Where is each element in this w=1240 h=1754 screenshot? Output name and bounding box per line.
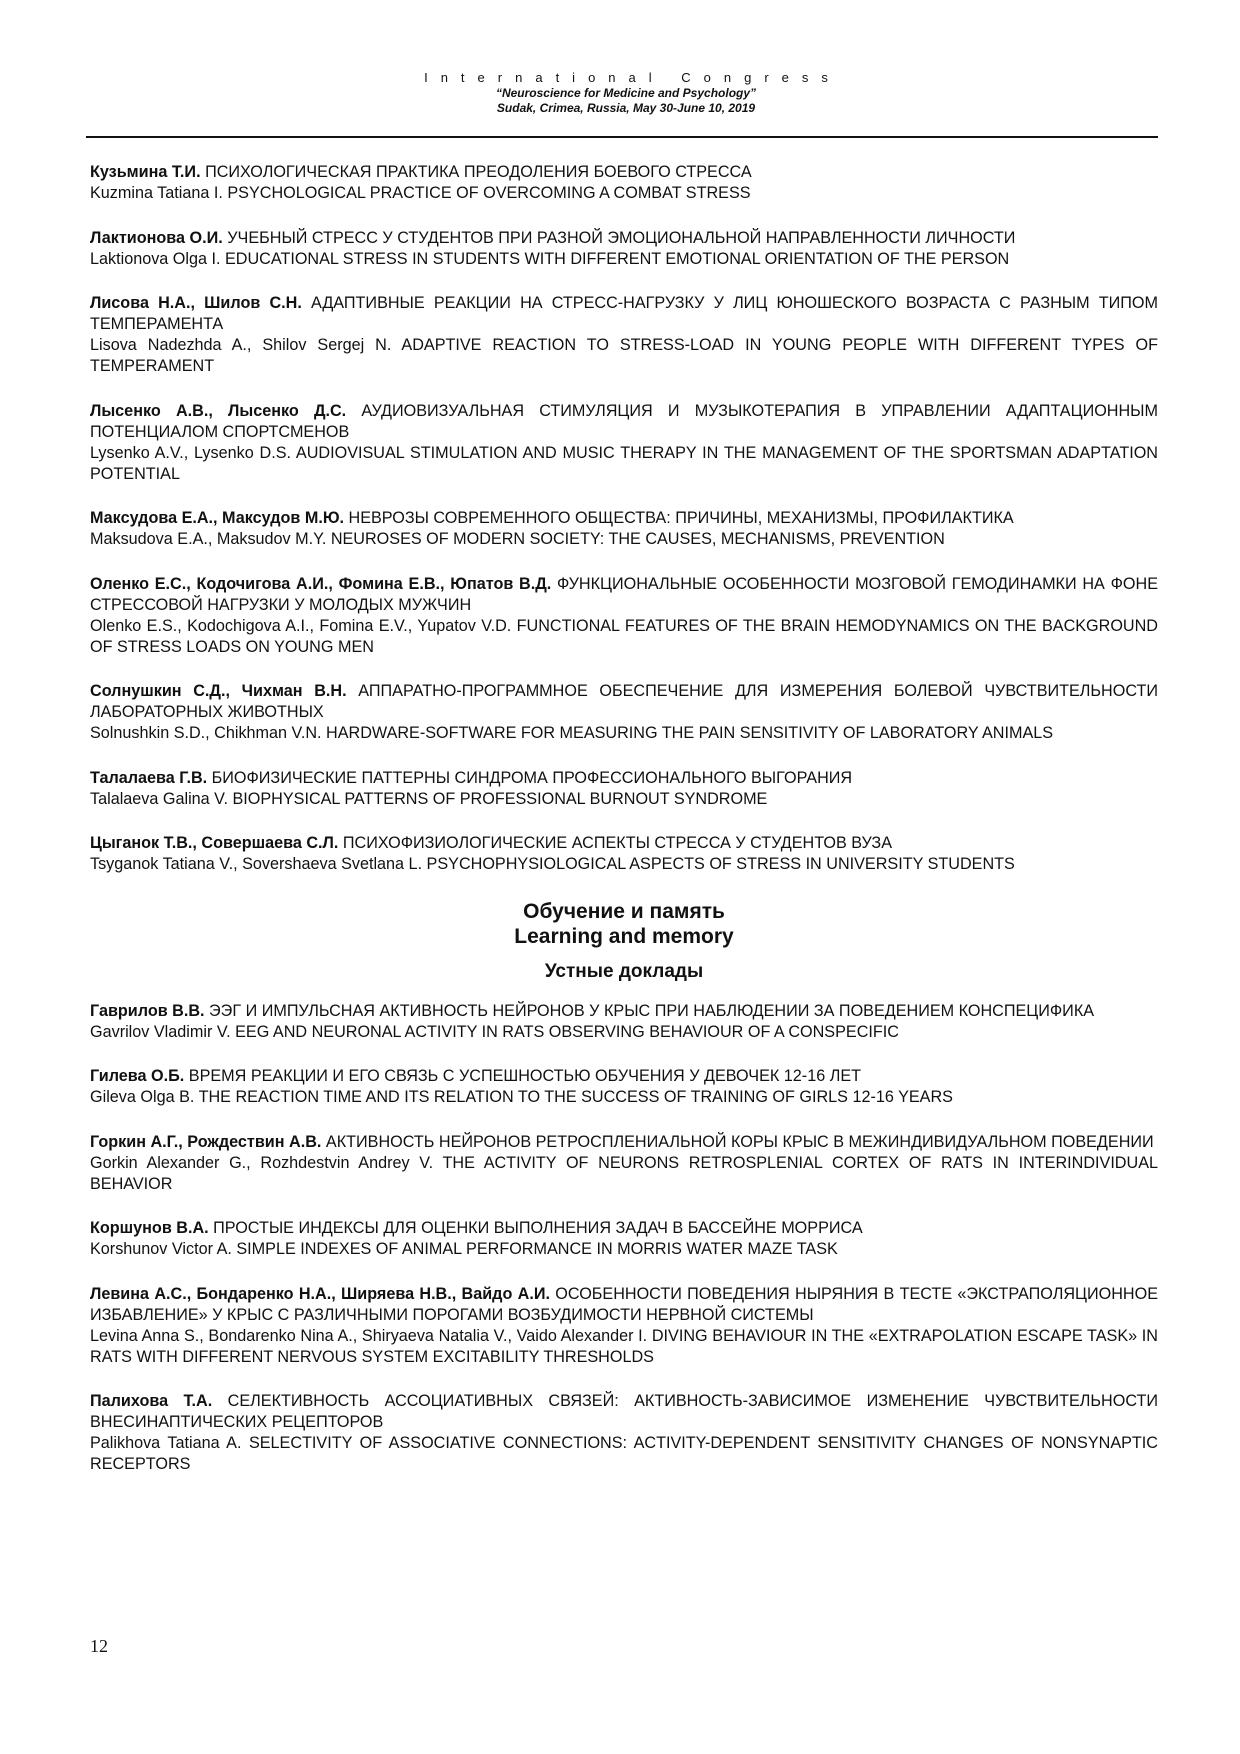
entry-authors-ru: Горкин А.Г., Рождествин А.В. bbox=[90, 1132, 322, 1151]
entry-authors-ru: Солнушкин С.Д., Чихман В.Н. bbox=[90, 682, 347, 700]
entry-en: Kuzmina Tatiana I. PSYCHOLOGICAL PRACTICE OF OVERCOMING A COMBAT STRESS bbox=[90, 184, 751, 202]
abstract-entry bbox=[90, 1391, 1158, 1475]
entry-ru bbox=[90, 162, 1158, 183]
abstract-list-learning bbox=[90, 1001, 1158, 1476]
entry-en: Maksudova E.A., Maksudov M.Y. NEUROSES OF MODERN SOCIETY: THE CAUSES, MECHANISMS, PREVENTION bbox=[90, 530, 945, 548]
entry-en: Gileva Olga B. THE REACTION TIME AND ITS RELATION TO THE SUCCESS OF TRAINING OF GIRLS 12-16 YEARS bbox=[90, 1088, 953, 1106]
abstract-entry bbox=[90, 1001, 1158, 1043]
entry-authors-ru: Талалаева Г.В. bbox=[90, 768, 208, 787]
entry-authors-ru: Кузьмина Т.И. bbox=[90, 163, 201, 181]
entry-title-ru: СЕЛЕКТИВНОСТЬ АССОЦИАТИВНЫХ СВЯЗЕЙ: АКТИВНОСТЬ-ЗАВИСИМОЕ ИЗМЕНЕНИЕ ЧУВСТВИТЕЛЬНОСТИ ВНЕСИНАПТИЧЕСКИХ РЕЦЕПТОРОВ bbox=[90, 1392, 1158, 1431]
entry-en: Laktionova Olga I. EDUCATIONAL STRESS IN STUDENTS WITH DIFFERENT EMOTIONAL ORIENTATION OF THE PERSON bbox=[90, 249, 1010, 268]
entry-ru bbox=[90, 681, 1158, 723]
entry-ru bbox=[90, 228, 1158, 249]
entry-en: Lisova Nadezhda A., Shilov Sergej N. ADAPTIVE REACTION TO STRESS-LOAD IN YOUNG PEOPLE WITH DIFFERENT TYPES OF TEMPERAMENT bbox=[90, 336, 1158, 375]
entry-en: Talalaeva Galina V. BIOPHYSICAL PATTERNS OF PROFESSIONAL BURNOUT SYNDROME bbox=[90, 789, 768, 808]
entry-ru bbox=[90, 833, 1158, 854]
abstract-entry bbox=[90, 293, 1158, 377]
section-heading bbox=[90, 899, 1158, 949]
entry-ru bbox=[90, 1218, 1158, 1239]
entry-title-ru: НЕВРОЗЫ СОВРЕМЕННОГО ОБЩЕСТВА: ПРИЧИНЫ, МЕХАНИЗМЫ, ПРОФИЛАКТИКА bbox=[348, 509, 1014, 527]
entry-title-ru: УЧЕБНЫЙ СТРЕСС У СТУДЕНТОВ ПРИ РАЗНОЙ ЭМОЦИОНАЛЬНОЙ НАПРАВЛЕННОСТИ ЛИЧНОСТИ bbox=[227, 228, 1016, 247]
abstract-entry bbox=[90, 162, 1158, 204]
congress-location-dates: Sudak, Crimea, Russia, May 30-June 10, 2019 bbox=[496, 101, 756, 115]
entry-authors-ru: Максудова Е.А., Максудов М.Ю. bbox=[90, 509, 345, 527]
section-subtitle: Устные доклады bbox=[544, 960, 704, 982]
page-number: 12 bbox=[90, 1636, 108, 1656]
entry-authors-ru: Лактионова О.И. bbox=[90, 228, 223, 247]
entry-title-ru: ЭЭГ И ИМПУЛЬСНАЯ АКТИВНОСТЬ НЕЙРОНОВ У КРЫС ПРИ НАБЛЮДЕНИИ ЗА ПОВЕДЕНИЕМ КОНСПЕЦИФИКА bbox=[209, 1001, 1095, 1020]
entry-authors-ru: Оленко Е.С., Кодочигова А.И., Фомина Е.В., Юпатов В.Д. bbox=[90, 574, 552, 593]
entry-ru bbox=[90, 574, 1158, 616]
entry-title-ru: ПРОСТЫЕ ИНДЕКСЫ ДЛЯ ОЦЕНКИ ВЫПОЛНЕНИЯ ЗАДАЧ В БАССЕЙНЕ МОРРИСА bbox=[213, 1219, 863, 1237]
page-content bbox=[90, 162, 1158, 1499]
entry-authors-ru: Лысенко А.В., Лысенко Д.С. bbox=[90, 401, 347, 420]
entry-authors-ru: Коршунов В.А. bbox=[90, 1219, 209, 1237]
abstract-entry bbox=[90, 574, 1158, 658]
entry-en: Levina Anna S., Bondarenko Nina A., Shiryaeva Natalia V., Vaido Alexander I. DIVING BEHAVIOUR IN THE «EXTRAPOLATION ESCAPE TASK» IN RATS WITH DIFFERENT NERVOUS SYSTEM EXCITABILITY THRESHOLDS bbox=[90, 1326, 1158, 1366]
abstract-entry bbox=[90, 1218, 1158, 1260]
abstract-entry bbox=[90, 1132, 1158, 1195]
entry-authors-ru: Палихова Т.А. bbox=[90, 1392, 213, 1410]
entry-authors-ru: Лисова Н.А., Шилов С.Н. bbox=[90, 294, 302, 312]
entry-title-ru: АДАПТИВНЫЕ РЕАКЦИИ НА СТРЕСС-НАГРУЗКУ У ЛИЦ ЮНОШЕСКОГО ВОЗРАСТА С РАЗНЫМ ТИПОМ ТЕМПЕРАМЕНТА bbox=[90, 294, 1158, 333]
abstract-entry bbox=[90, 833, 1158, 875]
congress-title: “Neuroscience for Medicine and Psychology” bbox=[495, 86, 757, 100]
section-title-ru: Обучение и память bbox=[523, 899, 725, 923]
entry-en: Tsyganok Tatiana V., Sovershaeva Svetlana L. PSYCHOPHYSIOLOGICAL ASPECTS OF STRESS IN UNIVERSITY STUDENTS bbox=[90, 855, 1015, 873]
abstract-entry bbox=[90, 768, 1158, 810]
entry-title-ru: АППАРАТНО-ПРОГРАММНОЕ ОБЕСПЕЧЕНИЕ ДЛЯ ИЗМЕРЕНИЯ БОЛЕВОЙ ЧУВСТВИТЕЛЬНОСТИ ЛАБОРАТОРНЫХ ЖИВОТНЫХ bbox=[90, 682, 1159, 721]
section-title-en: Learning and memory bbox=[514, 924, 734, 948]
entry-ru bbox=[90, 401, 1158, 443]
entry-ru bbox=[90, 293, 1158, 335]
entry-en: Olenko E.S., Kodochigova A.I., Fomina E.V., Yupatov V.D. FUNCTIONAL FEATURES OF THE BRAIN HEMODYNAMICS ON THE BACKGROUND OF STRESS LOADS ON YOUNG MEN bbox=[90, 616, 1158, 656]
entry-authors-ru: Цыганок Т.В., Совершаева С.Л. bbox=[90, 834, 339, 852]
entry-en: Gorkin Alexander G., Rozhdestvin Andrey V. THE ACTIVITY OF NEURONS RETROSPLENIAL CORTEX OF RATS IN INTERINDIVIDUAL BEHAVIOR bbox=[90, 1153, 1158, 1193]
header-rule bbox=[86, 136, 1158, 138]
abstract-entry bbox=[90, 681, 1158, 744]
abstract-entry bbox=[90, 1284, 1158, 1368]
page-header bbox=[90, 70, 1162, 116]
abstract-entry bbox=[90, 508, 1158, 550]
abstract-entry bbox=[90, 1066, 1158, 1108]
abstract-entry bbox=[90, 228, 1158, 270]
entry-ru bbox=[90, 1001, 1158, 1022]
entry-ru bbox=[90, 768, 1158, 789]
entry-authors-ru: Гаврилов В.В. bbox=[90, 1001, 205, 1020]
entry-en: Solnushkin S.D., Chikhman V.N. HARDWARE-SOFTWARE FOR MEASURING THE PAIN SENSITIVITY OF LABORATORY ANIMALS bbox=[90, 724, 1054, 742]
congress-name: International Congress bbox=[424, 70, 841, 85]
entry-ru bbox=[90, 1391, 1158, 1433]
entry-title-ru: АКТИВНОСТЬ НЕЙРОНОВ РЕТРОСПЛЕНИАЛЬНОЙ КОРЫ КРЫС В МЕЖИНДИВИДУАЛЬНОМ ПОВЕДЕНИИ bbox=[325, 1132, 1154, 1151]
entry-ru bbox=[90, 1132, 1158, 1153]
entry-title-ru: ПСИХОФИЗИОЛОГИЧЕСКИЕ АСПЕКТЫ СТРЕССА У СТУДЕНТОВ ВУЗА bbox=[342, 834, 893, 852]
entry-title-ru: БИОФИЗИЧЕСКИЕ ПАТТЕРНЫ СИНДРОМА ПРОФЕССИОНАЛЬНОГО ВЫГОРАНИЯ bbox=[211, 768, 853, 787]
abstract-list-stress bbox=[90, 162, 1158, 875]
entry-authors-ru: Левина А.С., Бондаренко Н.А., Ширяева Н.В., Вайдо А.И. bbox=[90, 1284, 550, 1303]
entry-en: Palikhova Tatiana A. SELECTIVITY OF ASSOCIATIVE CONNECTIONS: ACTIVITY-DEPENDENT SENSITIVITY CHANGES OF NONSYNAPTIC RECEPTORS bbox=[90, 1434, 1158, 1473]
entry-en: Lysenko A.V., Lysenko D.S. AUDIOVISUAL STIMULATION AND MUSIC THERAPY IN THE MANAGEMENT OF THE SPORTSMAN ADAPTATION POTENTIAL bbox=[90, 443, 1158, 483]
entry-title-ru: АУДИОВИЗУАЛЬНАЯ СТИМУЛЯЦИЯ И МУЗЫКОТЕРАПИЯ В УПРАВЛЕНИИ АДАПТАЦИОННЫМ ПОТЕНЦИАЛОМ СПОРТСМЕНОВ bbox=[90, 401, 1158, 441]
entry-ru bbox=[90, 1066, 1158, 1087]
entry-ru bbox=[90, 1284, 1158, 1326]
entry-authors-ru: Гилева О.Б. bbox=[90, 1067, 185, 1085]
entry-title-ru: ВРЕМЯ РЕАКЦИИ И ЕГО СВЯЗЬ С УСПЕШНОСТЬЮ ОБУЧЕНИЯ У ДЕВОЧЕК 12-16 ЛЕТ bbox=[188, 1067, 862, 1085]
entry-en: Gavrilov Vladimir V. EEG AND NEURONAL ACTIVITY IN RATS OBSERVING BEHAVIOUR OF A CONSPECIFIC bbox=[90, 1022, 899, 1041]
entry-title-ru: ПСИХОЛОГИЧЕСКАЯ ПРАКТИКА ПРЕОДОЛЕНИЯ БОЕВОГО СТРЕССА bbox=[205, 163, 752, 181]
abstract-entry bbox=[90, 401, 1158, 485]
entry-title-ru: ОСОБЕННОСТИ ПОВЕДЕНИЯ НЫРЯНИЯ В ТЕСТЕ «ЭКСТРАПОЛЯЦИОННОЕ ИЗБАВЛЕНИЕ» У КРЫС С РАЗЛИЧНЫМИ ПОРОГАМИ ВОЗБУДИМОСТИ НЕРВНОЙ СИСТЕМЫ bbox=[90, 1284, 1158, 1324]
entry-title-ru: ФУНКЦИОНАЛЬНЫЕ ОСОБЕННОСТИ МОЗГОВОЙ ГЕМОДИНАМКИ НА ФОНЕ СТРЕССОВОЙ НАГРУЗКИ У МОЛОДЫХ МУЖЧИН bbox=[90, 574, 1158, 614]
entry-ru bbox=[90, 508, 1158, 529]
entry-en: Korshunov Victor A. SIMPLE INDEXES OF ANIMAL PERFORMANCE IN MORRIS WATER MAZE TASK bbox=[90, 1240, 838, 1258]
